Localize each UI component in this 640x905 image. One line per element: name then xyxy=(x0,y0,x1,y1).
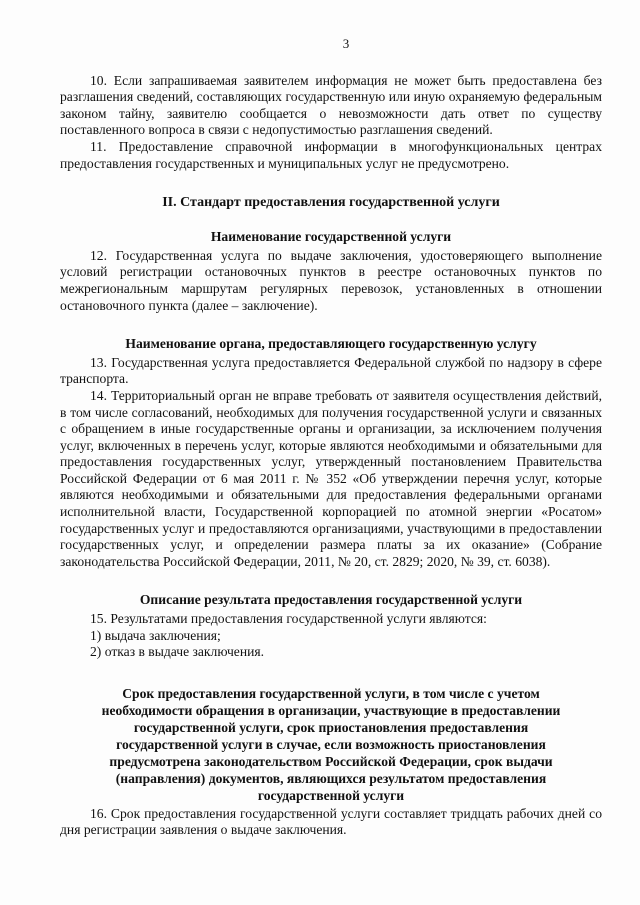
paragraph-14: 14. Территориальный орган не вправе требовать от заявителя осуществления действий, в том числе согласований, необходимых для получения государственной услуги и связанных с обращением в иные государственные органы и организации, за исключением получения услуг, включенных в перечень услуг, которые являются необходимыми и обязательными для предоставления государственных услуг, утвержденный постановлением Правительства Российской Федерации от 6 мая 2011 г. № 352 «Об утверждении перечня услуг, которые являются необходимыми и обязательными для предоставления федеральными органами исполнительной власти, Государственной корпорацией по атомной энергии «Росатом» государственных услуг и предоставляются организациями, участвующими в предоставлении государственных услуг, и определении размера платы за их оказание» (Собрание законодательства Российской Федерации, 2011, № 20, ст. 2829; 2020, № 39, ст. 6038). xyxy=(60,387,602,569)
section-title: II. Стандарт предоставления государственной услуги xyxy=(162,195,500,211)
paragraph-12: 12. Государственная услуга по выдаче заключения, удостоверяющего выполнение условий регистрации остановочных пунктов в реестре остановочных пунктов по межрегиональным маршрутам регулярных перевозок, установленных в отношении остановочного пункта (далее – заключение). xyxy=(60,247,602,313)
paragraph-11: 11. Предоставление справочной информации в многофункциональных центрах предоставления государственных и муниципальных услуг не предусмотрено. xyxy=(60,138,602,171)
heading-service-term: Срок предоставления государственной услуги, в том числе с учетом необходимости обращения в организации, участвующие в предоставлении государственной услуги, срок приостановления предоставления государственной услуги в случае, если возможность приостановления предусмотрена законодательством Российской Федерации, срок выдачи (направления) документов, являющихся результатом предоставления государственной услуги xyxy=(101,685,561,803)
page-number: 3 xyxy=(342,36,350,51)
result-list-item: 1) выдача заключения; xyxy=(90,627,221,643)
paragraph-13: 13. Государственная услуга предоставляется Федеральной службой по надзору в сфере транспорта. xyxy=(60,354,602,387)
heading-providing-organ: Наименование органа, предоставляющего государственную услугу xyxy=(125,336,537,352)
result-list-item: 2) отказ в выдаче заключения. xyxy=(90,644,265,660)
heading-result-description: Описание результата предоставления государственной услуги xyxy=(139,592,523,608)
paragraph-15: 15. Результатами предоставления государственной услуги являются: xyxy=(90,611,487,627)
heading-service-name: Наименование государственной услуги xyxy=(210,229,452,245)
paragraph-16: 16. Срок предоставления государственной услуги составляет тридцать рабочих дней со дня регистрации заявления о выдаче заключения. xyxy=(60,805,602,838)
paragraph-10: 10. Если запрашиваемая заявителем информация не может быть предоставлена без разглашения сведений, составляющих государственную или иную охраняемую федеральным законом тайну, заявителю сообщается о невозможности дать ответ по существу поставленного вопроса в связи с недопустимостью разглашения сведений. xyxy=(60,72,602,138)
